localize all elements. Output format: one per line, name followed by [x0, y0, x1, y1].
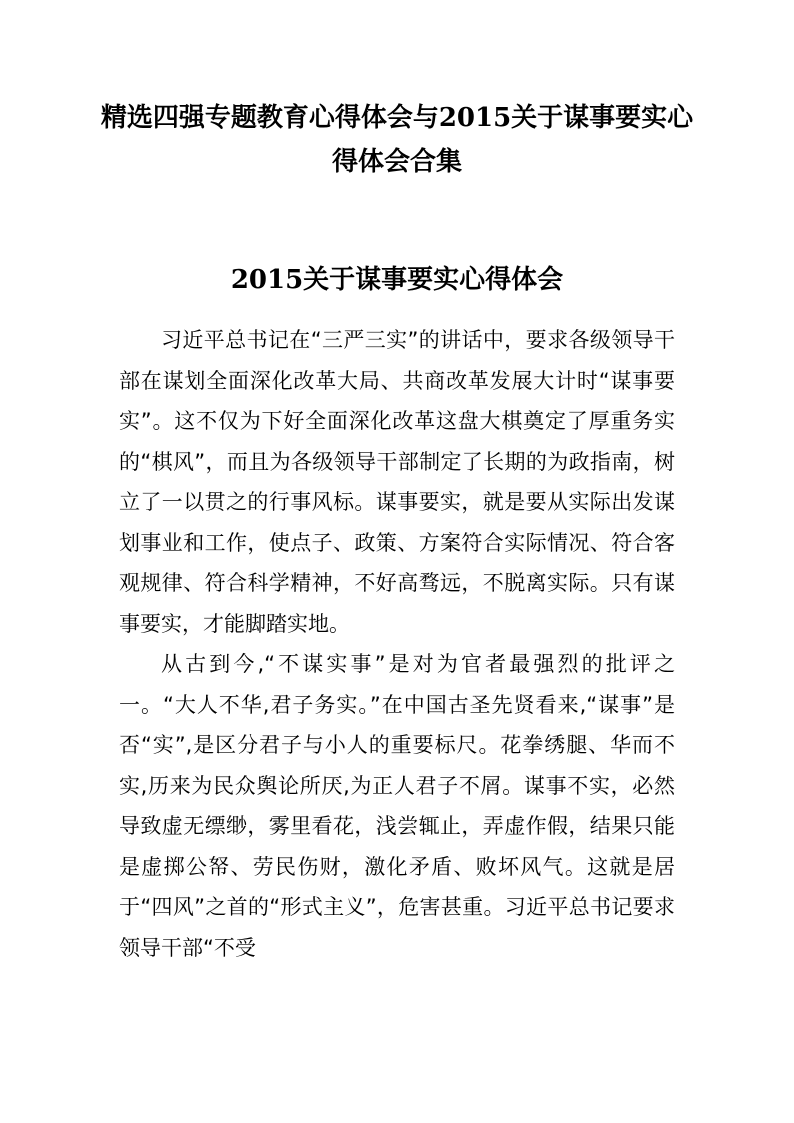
section-title: 2015关于谋事要实心得体会: [230, 265, 564, 295]
paragraph-1: 习近平总书记在“三严三实”的讲话中，要求各级领导干部在谋划全面深化改革大局、共商改革发展大计时“谋事要实”。这不仅为下好全面深化改革这盘大棋奠定了厚重务实的“棋风”，而且为各级领导干部制定了长期的为政指南，树立了一以贯之的行事风标。谋事要实，就是要从实际出发谋划事业和工作，使点子、政策、方案符合实际情况、符合客观规律、符合科学精神，不好高骛远，不脱离实际。只有谋事要实，才能脚踏实地。: [119, 328, 675, 636]
document-title: 精选四强专题教育心得体会与2015关于谋事要实心得体会合集: [100, 103, 694, 177]
paragraph-2: 从古到今,“不谋实事”是对为官者最强烈的批评之一。“大人不华,君子务实。”在中国古圣先贤看来,“谋事”是否“实”,是区分君子与小人的重要标尺。花拳绣腿、华而不实,历来为民众舆论所厌,为正人君子不屑。谋事不实，必然导致虚无缥缈，雾里看花，浅尝辄止，弄虚作假，结果只能是虚掷公帑、劳民伤财，激化矛盾、败坏风气。这就是居于“四风”之首的“形式主义”，危害甚重。习近平总书记要求领导干部“不受: [119, 652, 675, 960]
document-body: [119, 320, 675, 968]
